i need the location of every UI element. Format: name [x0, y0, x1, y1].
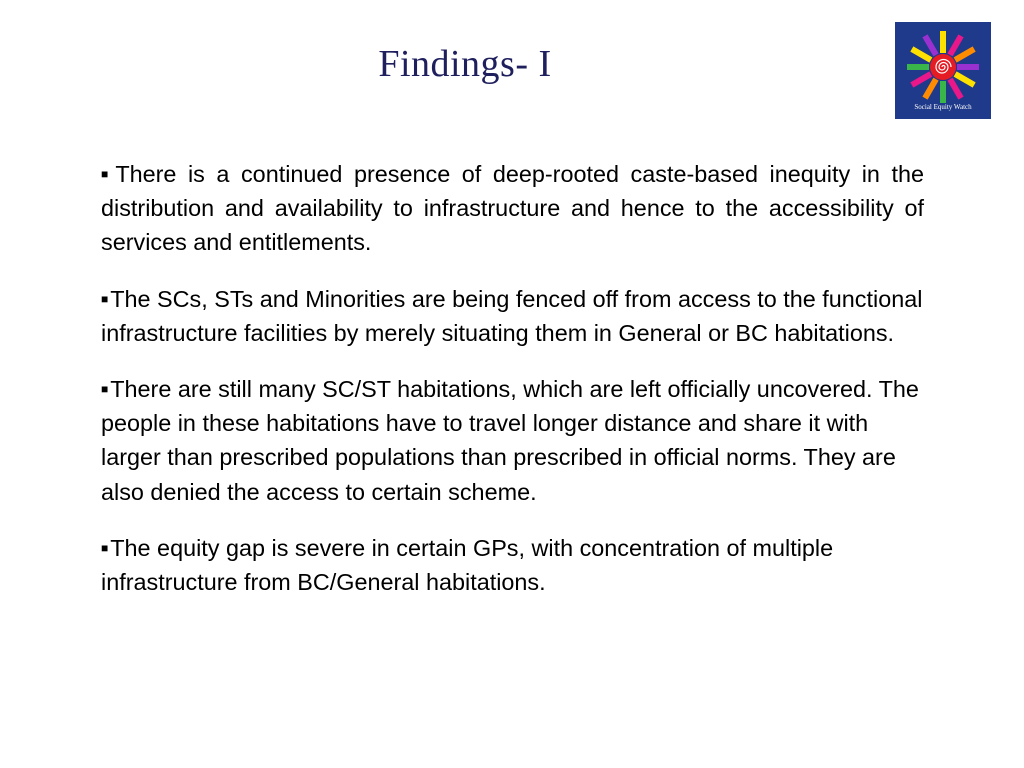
bullet-item [101, 531, 924, 599]
logo-caption: Social Equity Watch [914, 103, 972, 111]
square-bullet-icon: ■ [101, 540, 109, 555]
square-bullet-icon: ■ [101, 382, 109, 397]
slide-title: Findings- I [378, 43, 552, 85]
bullet-text: The equity gap is severe in certain GPs, with concentration of multiple infrastructure from BC/General habitations. [101, 534, 834, 596]
square-bullet-icon: ■ [101, 291, 109, 306]
bullet-item [101, 282, 924, 350]
square-bullet-icon: ■ [101, 167, 114, 181]
bullet-text: The SCs, STs and Minorities are being fenced off from access to the functional infrastructure facilities by merely situating them in General or BC habitations. [101, 285, 923, 346]
bullet-text: There is a continued presence of deep-rooted caste-based inequity in the distribution and availability to infrastructure and hence to the accessibility of services and entitlements. [101, 161, 924, 256]
bullet-item [101, 157, 924, 260]
social-equity-watch-logo [895, 22, 991, 119]
findings-bullet-list [101, 157, 924, 621]
bullet-item [101, 372, 924, 509]
bullet-text: There are still many SC/ST habitations, which are left officially uncovered. The people in these habitations have to travel longer distance and share it with larger than prescribed populations than prescribed in official norms. They are also denied the access to certain scheme. [101, 376, 919, 505]
